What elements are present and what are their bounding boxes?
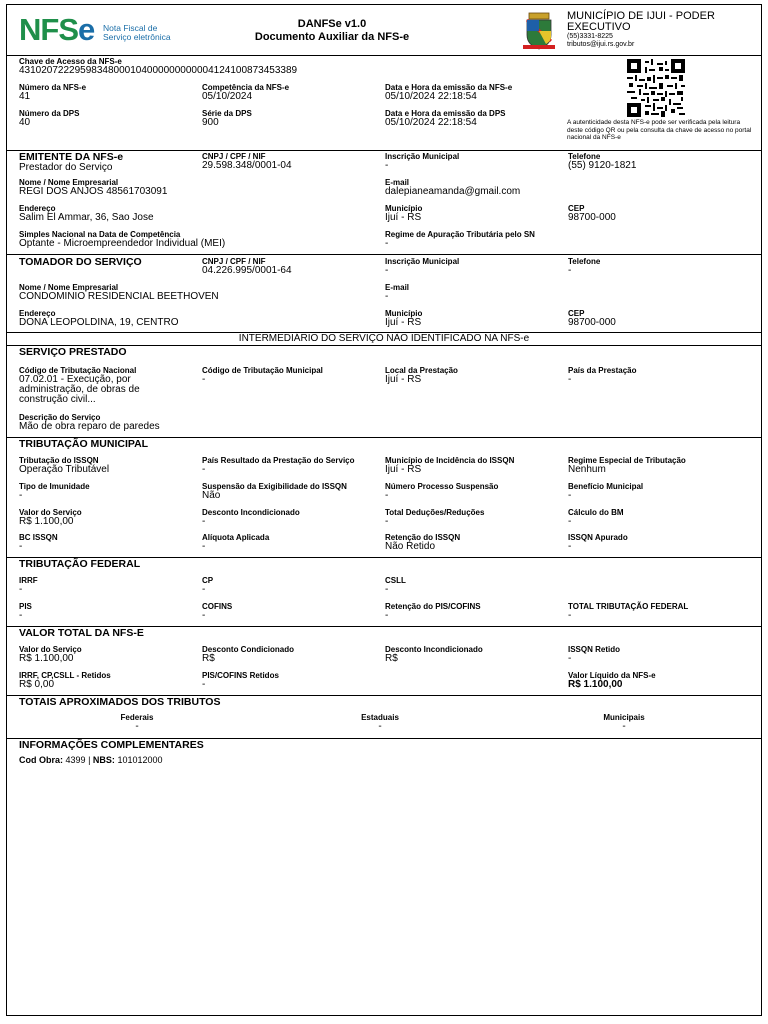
info-content <box>19 755 163 765</box>
processo-suspensao-value: - <box>385 490 389 501</box>
totais-federais-value: - <box>135 721 139 732</box>
tomador-cnpj: 04.226.995/0001-64 <box>202 265 292 276</box>
tomador-municipio-label: Município <box>385 309 423 318</box>
tomador-email: - <box>385 291 389 302</box>
vt-desc-incond-value: R$ <box>385 653 398 664</box>
vt-retidos-label: IRRF, CP,CSLL - Retidos <box>19 671 111 680</box>
totais-federais-label: Federais <box>120 713 154 722</box>
emitente-im: - <box>385 160 389 171</box>
totais-municipais-value: - <box>622 721 626 732</box>
nbs-value: 101012000 <box>117 755 163 765</box>
totais-section-title: TOTAIS APROXIMADOS DOS TRIBUTOS <box>19 696 221 708</box>
valor-servico-label: Valor do Serviço <box>19 508 82 517</box>
numero-dps-value: 40 <box>19 117 31 128</box>
municipality-email: tributos@ijui.rs.gov.br <box>567 41 635 48</box>
emitente-role: Prestador do Serviço <box>19 162 113 173</box>
vt-issqn-retido-label: ISSQN Retido <box>568 645 621 654</box>
ctn-label: Código de Tributação Nacional <box>19 366 137 375</box>
municipality-crest-icon <box>522 11 556 51</box>
emitente-municipio-label: Município <box>385 204 423 213</box>
emitente-tel-label: Telefone <box>568 152 601 161</box>
totais-estaduais-value: - <box>378 721 382 732</box>
vt-pis-cofins-retidos-value: - <box>202 679 206 690</box>
pis-label: PIS <box>19 602 32 611</box>
title-line1: DANFSe v1.0 <box>297 18 367 30</box>
ctn-value: 07.02.01 - Execução, por administração, de obras de construção civil... <box>19 374 140 405</box>
bc-issqn-value: - <box>19 541 23 552</box>
csll-label: CSLL <box>385 576 406 585</box>
danfse-document <box>6 4 762 1016</box>
suspensao-value: Não <box>202 490 221 501</box>
municipality-phone: (55)3331-8225 <box>567 33 613 40</box>
emitente-email: dalepianeamanda@gmail.com <box>385 186 521 197</box>
issqn-apurado-value: - <box>568 541 572 552</box>
chave-label: Chave de Acesso da NFS-e <box>19 57 122 66</box>
cofins-value: - <box>202 610 206 621</box>
irrf-value: - <box>19 584 23 595</box>
emitente-regime-label: Regime de Apuração Tributária pelo SN <box>385 230 535 239</box>
pais-resultado-value: - <box>202 464 206 475</box>
valor-servico-value: R$ 1.100,00 <box>19 516 74 527</box>
document-title <box>207 18 457 44</box>
serie-dps-value: 900 <box>202 117 219 128</box>
nfse-logo <box>19 13 179 51</box>
trib-fed-section-title: TRIBUTAÇÃO FEDERAL <box>19 558 141 570</box>
retencao-issqn-value: Não Retido <box>385 541 436 552</box>
vt-desc-incond-label: Desconto Incondicionado <box>385 645 483 654</box>
emissao-dps-value: 05/10/2024 22:18:54 <box>385 117 477 128</box>
emitente-cnpj-label: CNPJ / CPF / NIF <box>202 152 266 161</box>
pais-prestacao-value: - <box>568 374 572 385</box>
pis-value: - <box>19 610 23 621</box>
cp-label: CP <box>202 576 214 585</box>
vt-issqn-retido-value: - <box>568 653 572 664</box>
nbs-label: NBS: <box>92 755 115 765</box>
vt-desc-cond-label: Desconto Condicionado <box>202 645 294 654</box>
bc-issqn-label: BC ISSQN <box>19 533 58 542</box>
trib-issqn-value: Operação Tributável <box>19 464 110 475</box>
tomador-im: - <box>385 265 389 276</box>
tomador-endereco: DONA LEOPOLDINA, 19, CENTRO <box>19 317 179 328</box>
vt-retidos-value: R$ 0,00 <box>19 679 55 690</box>
emitente-cep-label: CEP <box>568 204 585 213</box>
cofins-label: COFINS <box>202 602 233 611</box>
tomador-tel-label: Telefone <box>568 257 601 266</box>
title-line2: Documento Auxiliar da NFS-e <box>254 31 410 43</box>
tipo-imunidade-value: - <box>19 490 23 501</box>
ctm-label: Código de Tributação Municipal <box>202 366 323 375</box>
aliquota-value: - <box>202 541 206 552</box>
vt-valor-servico-label: Valor do Serviço <box>19 645 82 654</box>
emitente-tel: (55) 9120-1821 <box>568 160 637 171</box>
calculo-bm-label: Cálculo do BM <box>568 508 624 517</box>
emitente-nome: REGI DOS ANJOS 48561703091 <box>19 186 168 197</box>
total-trib-federal-label: TOTAL TRIBUTAÇÃO FEDERAL <box>568 602 689 611</box>
numero-dps-label: Número da DPS <box>19 109 80 118</box>
emitente-regime: - <box>385 238 389 249</box>
trib-issqn-label: Tributação do ISSQN <box>19 456 99 465</box>
pais-prestacao-label: País da Prestação <box>568 366 637 375</box>
logo-sub-line2: Serviço eletrônica <box>103 32 171 42</box>
municipality-name: MUNICÍPIO DE IJUI - PODER EXECUTIVO <box>567 10 715 33</box>
competencia-label: Competência da NFS-e <box>202 83 290 92</box>
tomador-cep-label: CEP <box>568 309 585 318</box>
cp-value: - <box>202 584 206 595</box>
emitente-section-title: EMITENTE DA NFS-e <box>19 151 124 163</box>
tomador-email-label: E-mail <box>385 283 410 292</box>
qr-note: A autenticidade desta NFS-e pode ser verificada pela leitura deste código QR ou pela consulta da chave de acesso no portal nacional da NFS-e <box>567 119 752 141</box>
emitente-municipio: Ijuí - RS <box>385 212 422 223</box>
emitente-nome-label: Nome / Nome Empresarial <box>19 178 119 187</box>
aliquota-label: Alíquota Aplicada <box>202 533 270 542</box>
retencao-issqn-label: Retenção do ISSQN <box>385 533 461 542</box>
numero-nfse-label: Número da NFS-e <box>19 83 87 92</box>
beneficio-label: Benefício Municipal <box>568 482 644 491</box>
desconto-incond-label: Desconto Incondicionado <box>202 508 300 517</box>
tipo-imunidade-label: Tipo de Imunidade <box>19 482 90 491</box>
irrf-label: IRRF <box>19 576 38 585</box>
emissao-nfse-label: Data e Hora da emissão da NFS-e <box>385 83 513 92</box>
servico-section-title: SERVIÇO PRESTADO <box>19 346 127 358</box>
document-header <box>7 5 761 55</box>
tomador-cnpj-label: CNPJ / CPF / NIF <box>202 257 266 266</box>
vt-valor-servico-value: R$ 1.100,00 <box>19 653 74 664</box>
retencao-pis-cofins-value: - <box>385 610 389 621</box>
deducoes-value: - <box>385 516 389 527</box>
tomador-nome: CONDOMINIO RESIDENCIAL BEETHOVEN <box>19 291 219 302</box>
info-separator: | <box>88 755 91 765</box>
cod-obra-value: 4399 <box>65 755 86 765</box>
emitente-email-label: E-mail <box>385 178 410 187</box>
divider <box>7 254 761 255</box>
totais-estaduais-label: Estaduais <box>361 713 399 722</box>
descricao-value: Mão de obra reparo de paredes <box>19 421 160 432</box>
emitente-cep: 98700-000 <box>568 212 616 223</box>
logo-nfs-text: NFS <box>19 12 78 47</box>
regime-especial-value: Nenhum <box>568 464 606 475</box>
trib-mun-section-title: TRIBUTAÇÃO MUNICIPAL <box>19 438 149 450</box>
emitente-endereco: Salim El Ammar, 36, Sao Jose <box>19 212 154 223</box>
intermediario-note: INTERMEDIÁRIO DO SERVIÇO NÃO IDENTIFICADO NA NFS-e <box>238 333 530 344</box>
retencao-pis-cofins-label: Retenção do PIS/COFINS <box>385 602 481 611</box>
numero-nfse-value: 41 <box>19 91 31 102</box>
emitente-cnpj: 29.598.348/0001-04 <box>202 160 292 171</box>
calculo-bm-value: - <box>568 516 572 527</box>
descricao-label: Descrição do Serviço <box>19 413 101 422</box>
mun-incidencia-value: Ijuí - RS <box>385 464 422 475</box>
local-prestacao-value: Ijuí - RS <box>385 374 422 385</box>
tomador-municipio: Ijuí - RS <box>385 317 422 328</box>
logo-sub-line1: Nota Fiscal de <box>103 23 158 33</box>
cod-obra-label: Cod Obra: <box>19 755 63 765</box>
serie-dps-label: Série da DPS <box>202 109 252 118</box>
valor-total-section-title: VALOR TOTAL DA NFS-E <box>19 627 144 639</box>
chave-value: 43102072229598348000104000000000004124100873453389 <box>19 65 298 76</box>
vt-pis-cofins-retidos-label: PIS/COFINS Retidos <box>202 671 279 680</box>
processo-suspensao-label: Número Processo Suspensão <box>385 482 499 491</box>
pais-resultado-label: País Resultado da Prestação do Serviço <box>202 456 355 465</box>
beneficio-value: - <box>568 490 572 501</box>
emitente-endereco-label: Endereço <box>19 204 56 213</box>
regime-especial-label: Regime Especial de Tributação <box>568 456 686 465</box>
emitente-simples-label: Simples Nacional na Data de Competência <box>19 230 181 239</box>
emissao-nfse-value: 05/10/2024 22:18:54 <box>385 91 477 102</box>
qr-code-icon <box>627 59 685 117</box>
vt-valor-liquido-value: R$ 1.100,00 <box>568 679 623 690</box>
tomador-nome-label: Nome / Nome Empresarial <box>19 283 119 292</box>
totais-municipais-label: Municipais <box>603 713 645 722</box>
vt-valor-liquido-label: Valor Líquido da NFS-e <box>568 671 656 680</box>
logo-e-text: e <box>78 12 95 47</box>
tomador-tel: - <box>568 265 572 276</box>
issqn-apurado-label: ISSQN Apurado <box>568 533 628 542</box>
info-section-title: INFORMAÇÕES COMPLEMENTARES <box>19 739 204 751</box>
vt-desc-cond-value: R$ <box>202 653 215 664</box>
deducoes-label: Total Deduções/Reduções <box>385 508 485 517</box>
divider <box>7 55 761 56</box>
emitente-im-label: Inscrição Municipal <box>385 152 460 161</box>
tomador-cep: 98700-000 <box>568 317 616 328</box>
suspensao-label: Suspensão da Exigibilidade do ISSQN <box>202 482 347 491</box>
tomador-section-title: TOMADOR DO SERVIÇO <box>19 256 142 268</box>
emitente-simples: Optante - Microempreendedor Individual (MEI) <box>19 238 226 249</box>
municipality-info <box>567 11 757 49</box>
desconto-incond-value: - <box>202 516 206 527</box>
ctm-value: - <box>202 374 206 385</box>
local-prestacao-label: Local da Prestação <box>385 366 458 375</box>
competencia-value: 05/10/2024 <box>202 91 253 102</box>
mun-incidencia-label: Município de Incidência do ISSQN <box>385 456 515 465</box>
csll-value: - <box>385 584 389 595</box>
tomador-endereco-label: Endereço <box>19 309 56 318</box>
tomador-im-label: Inscrição Municipal <box>385 257 460 266</box>
emissao-dps-label: Data e Hora da emissão da DPS <box>385 109 506 118</box>
total-trib-federal-value: - <box>568 610 572 621</box>
